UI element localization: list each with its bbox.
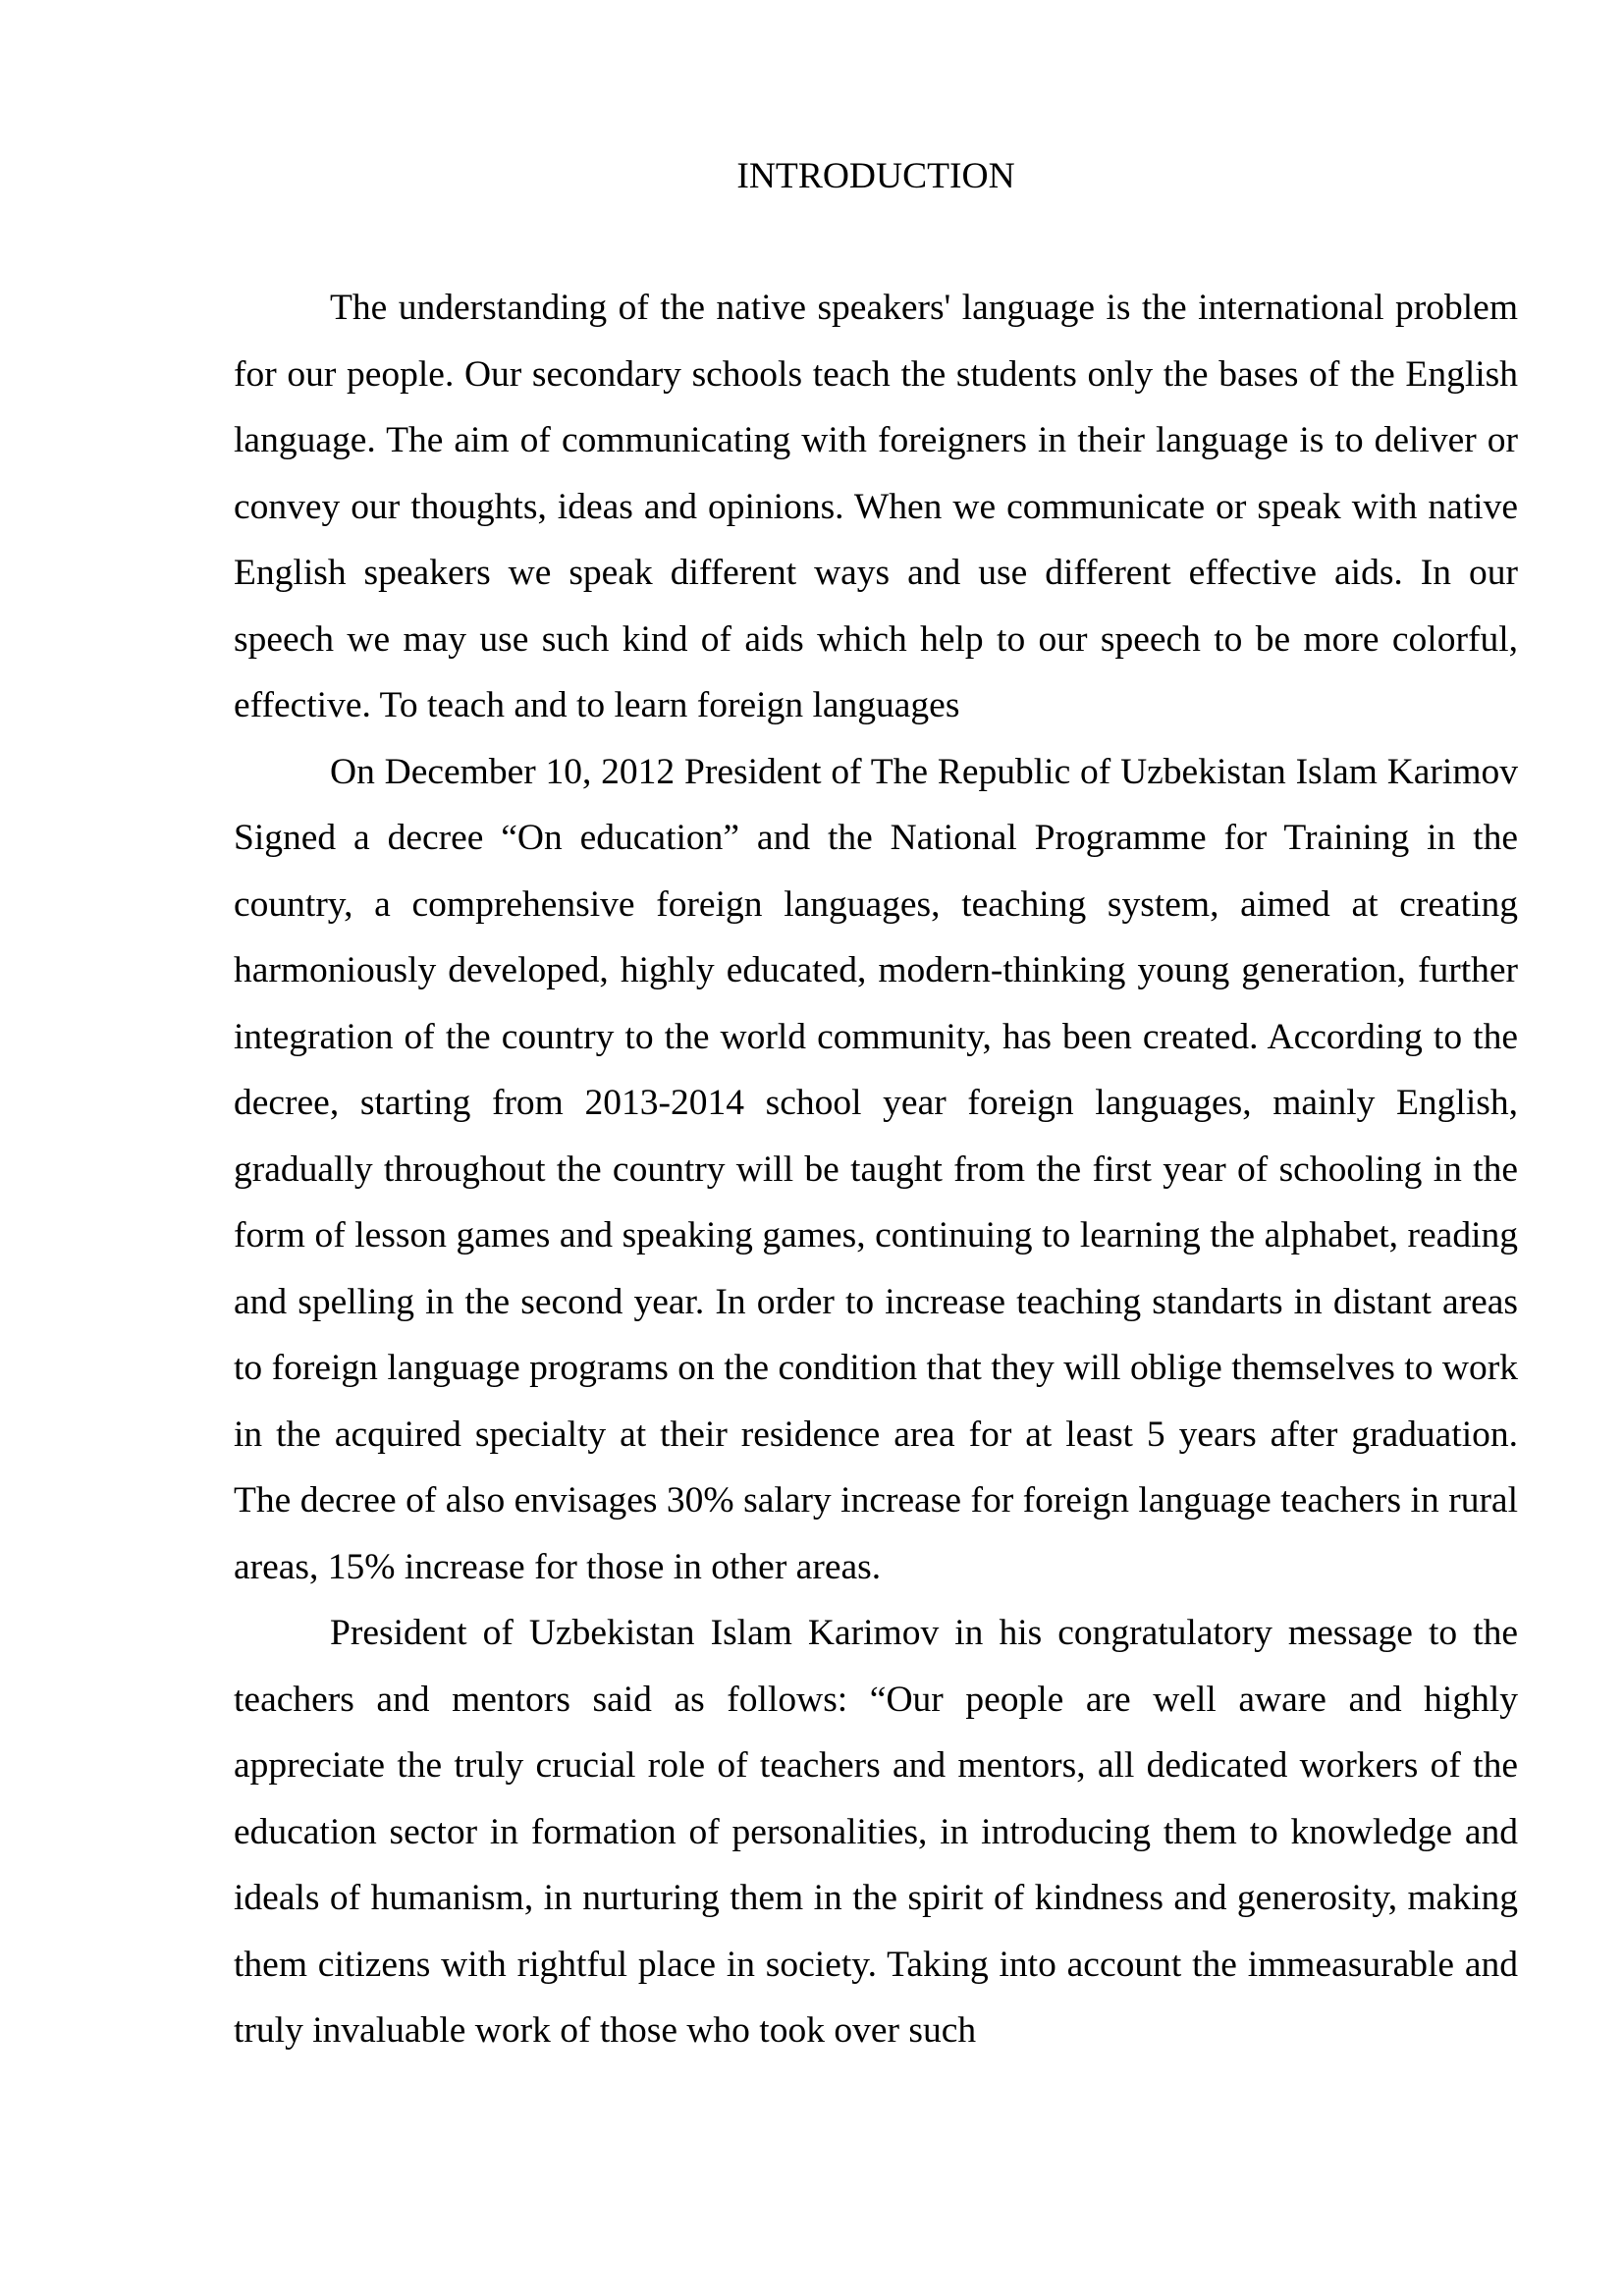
paragraph-message: President of Uzbekistan Islam Karimov in his congratulatory message to the teachers and mentors said as follows: “Our people are well aware and highly appreciate the truly crucial role of teachers and mentors, all dedicated workers of the education sector in formation of personalities, in introducing them to knowledge and ideals of humanism, in nurturing them in the spirit of kindness and generosity, making them citizens with rightful place in society. Taking into account the immeasurable and truly invaluable work of those who took over such [234,1613,1518,2051]
paragraph-intro: The understanding of the native speakers' language is the international problem for our people. Our secondary schools teach the students only the bases of the English language. The aim of communicating with foreigners in their language is to deliver or convey our thoughts, ideas and opinions. When we communicate or speak with native English speakers we speak different ways and use different effective aids. In our speech we may use such kind of aids which help to our speech to be more colorful, effective. To teach and to learn foreign languages [234,288,1518,725]
paragraph-decree: On December 10, 2012 President of The Republic of Uzbekistan Islam Karimov Signed a decree “On education” and the National Programme for Training in the country, a comprehensive foreign languages, teaching system, aimed at creating harmoniously developed, highly educated, modern-thinking young generation, further integration of the country to the world community, has been created. According to the decree, starting from 2013-2014 school year foreign languages, mainly English, gradually throughout the country will be taught from the first year of schooling in the form of lesson games and speaking games, continuing to learning the alphabet, reading and spelling in the second year. In order to increase teaching standarts in distant areas to foreign language programs on the condition that they will oblige themselves to work in the acquired specialty at their residence area for at least 5 years after graduation. The decree of also envisages 30% salary increase for foreign language teachers in rural areas, 15% increase for those in other areas. [234,751,1518,1587]
page-title: INTRODUCTION [736,156,1015,196]
document-body [234,149,1518,2064]
